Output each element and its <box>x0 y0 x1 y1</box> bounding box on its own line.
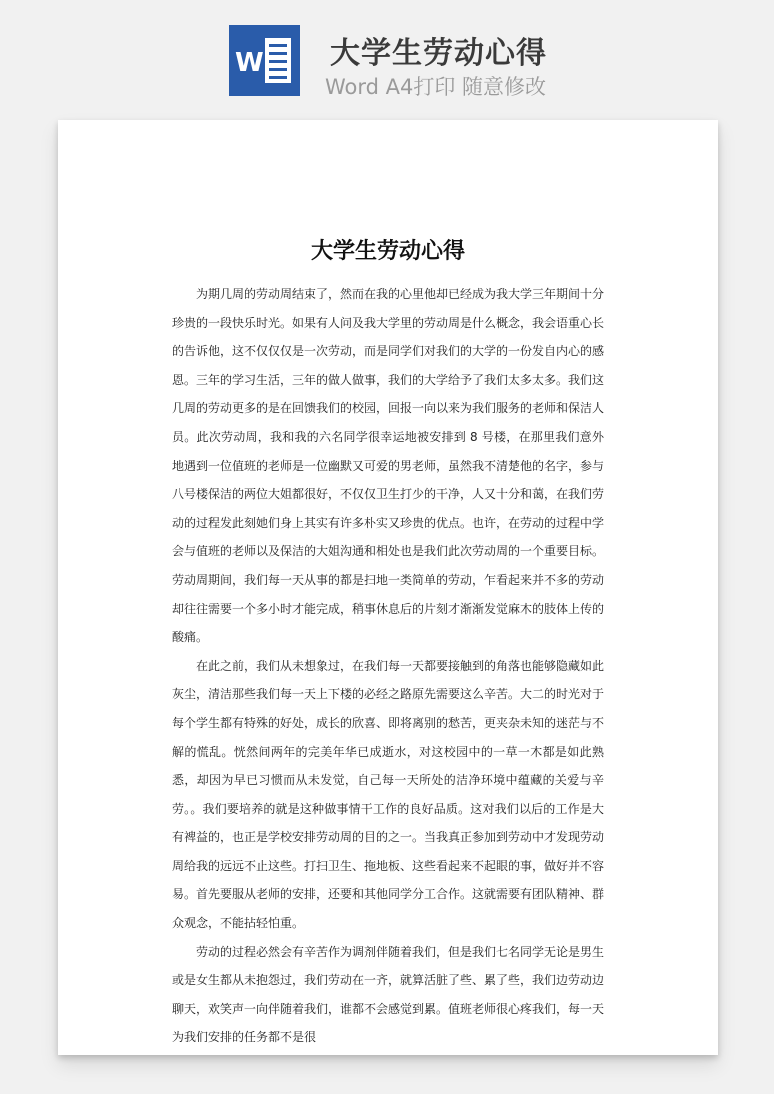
paragraph-3: 劳动的过程必然会有辛苦作为调剂伴随着我们，但是我们七名同学无论是男生或是女生都从未抱怨过，我们劳动在一齐，就算活脏了些、累了些，我们边劳动边聊天，欢笑声一向伴随着我们，谁都不会感觉到累。值班老师很心疼我们，每一天为我们安排的任务都不是很 <box>172 944 605 1045</box>
watermark <box>141 480 161 504</box>
paragraph-1: 为期几周的劳动周结束了，然而在我的心里他却已经成为我大学三年期间十分珍贵的一段快乐时光。如果有人问及我大学里的劳动周是什么概念，我会语重心长的告诉他，这不仅仅仅是一次劳动，而是同学们对我们的大学的一份发自内心的感恩。三年的学习生活，三年的做人做事，我们的大学给予了我们太多太多。我们这几周的劳动更多的是在回馈我们的校园，回报一向以来为我们服务的老师和保洁人员。此次劳动周，我和我的六名同学很幸运地被安排到 8 号楼，在那里我们意外地遇到一位值班的老师是一位幽默又可爱的男老师，虽然我不清楚他的名字，参与八号楼保洁的两位大姐都很好，不仅仅卫生打少的干净，人又十分和蔼，在我们劳动的过程发此刻她们身上其实有许多朴实又珍贵的优点。也许，在劳动的过程中学会与值班的老师以及保洁的大姐沟通和相处也是我们此次劳动周的一个重要目标。劳动周期间，我们每一天从事的都是扫地一类简单的劳动，乍看起来并不多的劳动却往往需要一个多小时才能完成，稍事休息后的片刻才渐渐发觉麻木的肢体上传的酸痛。 <box>172 287 605 645</box>
document-page <box>58 120 718 1055</box>
banner-title: 大学生劳动心得 <box>330 36 547 71</box>
document-body <box>172 280 604 1052</box>
header-banner <box>0 0 774 110</box>
document-title: 大学生劳动心得 <box>310 239 465 264</box>
paragraph-2: 在此之前，我们从未想象过，在我们每一天都要接触到的角落也能够隐藏如此灰尘，清洁那些我们每一天上下楼的必经之路原先需要这么辛苦。大二的时光对于每个学生都有特殊的好处，成长的欣喜、即将离别的愁苦，更夹杂未知的迷茫与不解的慌乱。恍然间两年的完美年华已成逝水，对这校园中的一草一木都是如此熟悉，却因为早已习惯而从未发觉，自己每一天所处的洁净环境中蕴藏的关爱与辛劳。。我们要培养的就是这种做事情干工作的良好品质。这对我们以后的工作是大有裨益的，也正是学校安排劳动周的目的之一。当我真正参加到劳动中才发现劳动周给我的远远不止这些。打扫卫生、拖地板、这些看起来不起眼的事，做好并不容易。首先要服从老师的安排，还要和其他同学分工合作。这就需要有团队精神、群众观念，不能拈轻怕重。 <box>172 658 605 931</box>
banner-subtitle: Word A4打印 随意修改 <box>325 75 547 99</box>
word-icon <box>229 25 300 96</box>
logo-letter: W <box>235 48 264 78</box>
